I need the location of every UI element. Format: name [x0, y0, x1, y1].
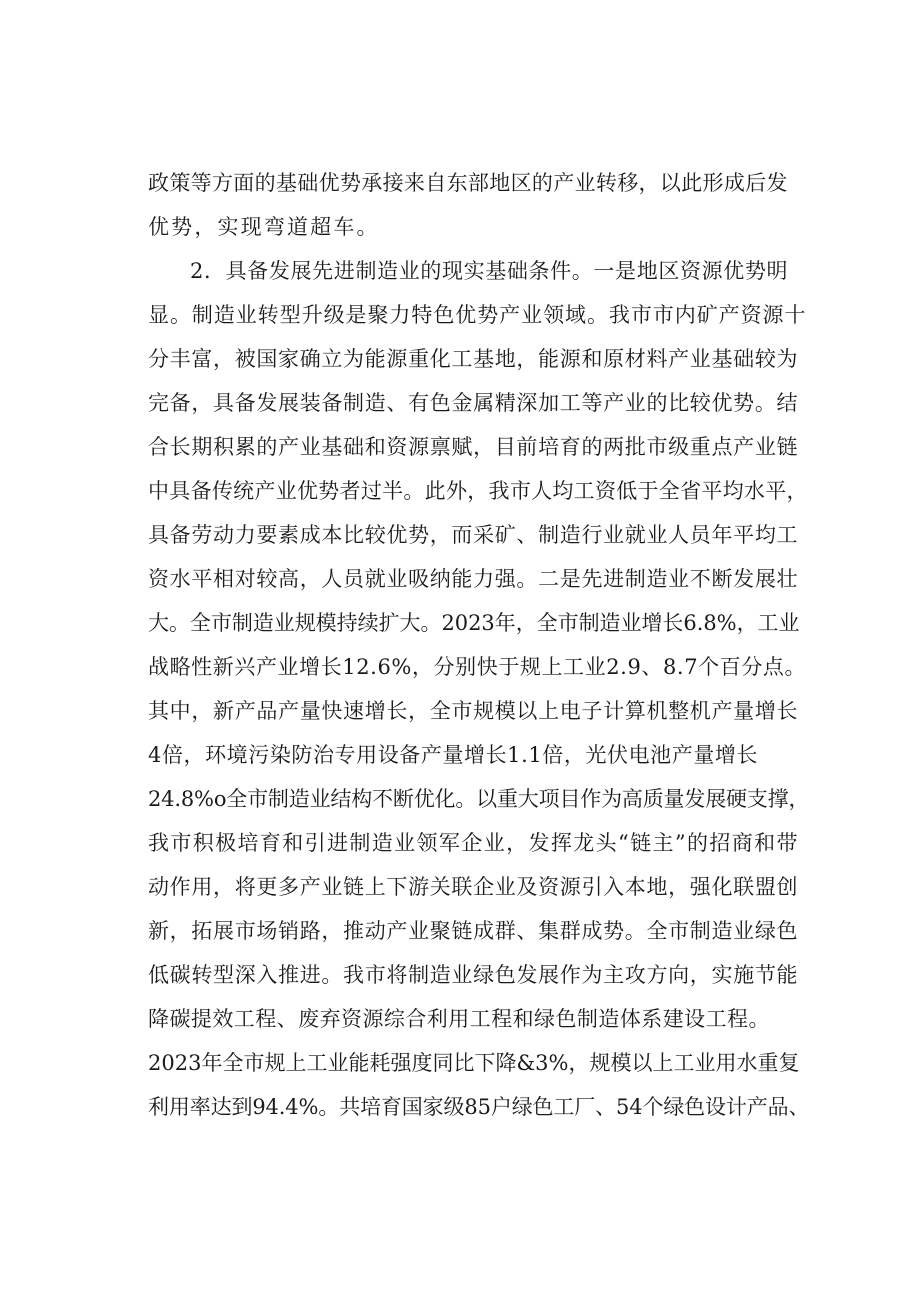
text-line: 低碳转型深入推进。我市将制造业绿色发展作为主攻方向，实施节能 — [148, 963, 799, 987]
text-line: 其中，新产品产量快速增长，全市规模以上电子计算机整机产量增长 — [148, 699, 799, 723]
text-line: 合长期积累的产业基础和资源禀赋，目前培育的两批市级重点产业链 — [148, 435, 799, 459]
text-line: 利用率达到94.4%。共培育国家级85户绿色工厂、54个绿色设计产品、 — [148, 1095, 810, 1119]
text-line: 降碳提效工程、废弃资源综合利用工程和绿色制造体系建设工程。 — [148, 1007, 770, 1031]
text-line: 我市积极培育和引进制造业领军企业，发挥龙头“链主”的招商和带 — [148, 831, 799, 855]
text-line: 资水平相对较高，人员就业吸纳能力强。二是先进制造业不断发展壮 — [148, 567, 799, 591]
text-line: 大。全市制造业规模持续扩大。2023年，全市制造业增长6.8%，工业 — [148, 611, 800, 635]
text-line: 中具备传统产业优势者过半。此外，我市人均工资低于全省平均水平， — [148, 479, 808, 503]
text-line: 完备，具备发展装备制造、有色金属精深加工等产业的比较优势。结 — [148, 391, 799, 415]
text-line: 动作用，将更多产业链上下游关联企业及资源引入本地，强化联盟创 — [148, 875, 799, 899]
text-line: 分丰富，被国家确立为能源重化工基地，能源和原材料产业基础较为 — [148, 347, 799, 371]
text-line: 显。制造业转型升级是聚力特色优势产业领域。我市市内矿产资源十 — [148, 303, 807, 327]
text-line: 4倍，环境污染防治专用设备产量增长1.1倍，光伏电池产量增长 — [148, 743, 759, 767]
text-line: 具备劳动力要素成本比较优势，而采矿、制造行业就业人员年平均工 — [148, 523, 799, 547]
text-line: 新，拓展市场销路，推动产业聚链成群、集群成势。全市制造业绿色 — [148, 919, 799, 943]
text-line: 2023年全市规上工业能耗强度同比下降&3%，规模以上工业用水重复 — [148, 1051, 800, 1075]
text-line: 24.8%o全市制造业结构不断优化。以重大项目作为高质量发展硬支撑， — [148, 787, 810, 811]
text-line: 优势，实现弯道超车。 — [148, 215, 380, 239]
text-line: 政策等方面的基础优势承接来自东部地区的产业转移，以此形成后发 — [148, 171, 788, 195]
text-line: 2．具备发展先进制造业的现实基础条件。一是地区资源优势明 — [190, 259, 789, 283]
text-line: 战略性新兴产业增长12.6%，分别快于规上工业2.9、8.7个百分点。 — [148, 655, 807, 679]
